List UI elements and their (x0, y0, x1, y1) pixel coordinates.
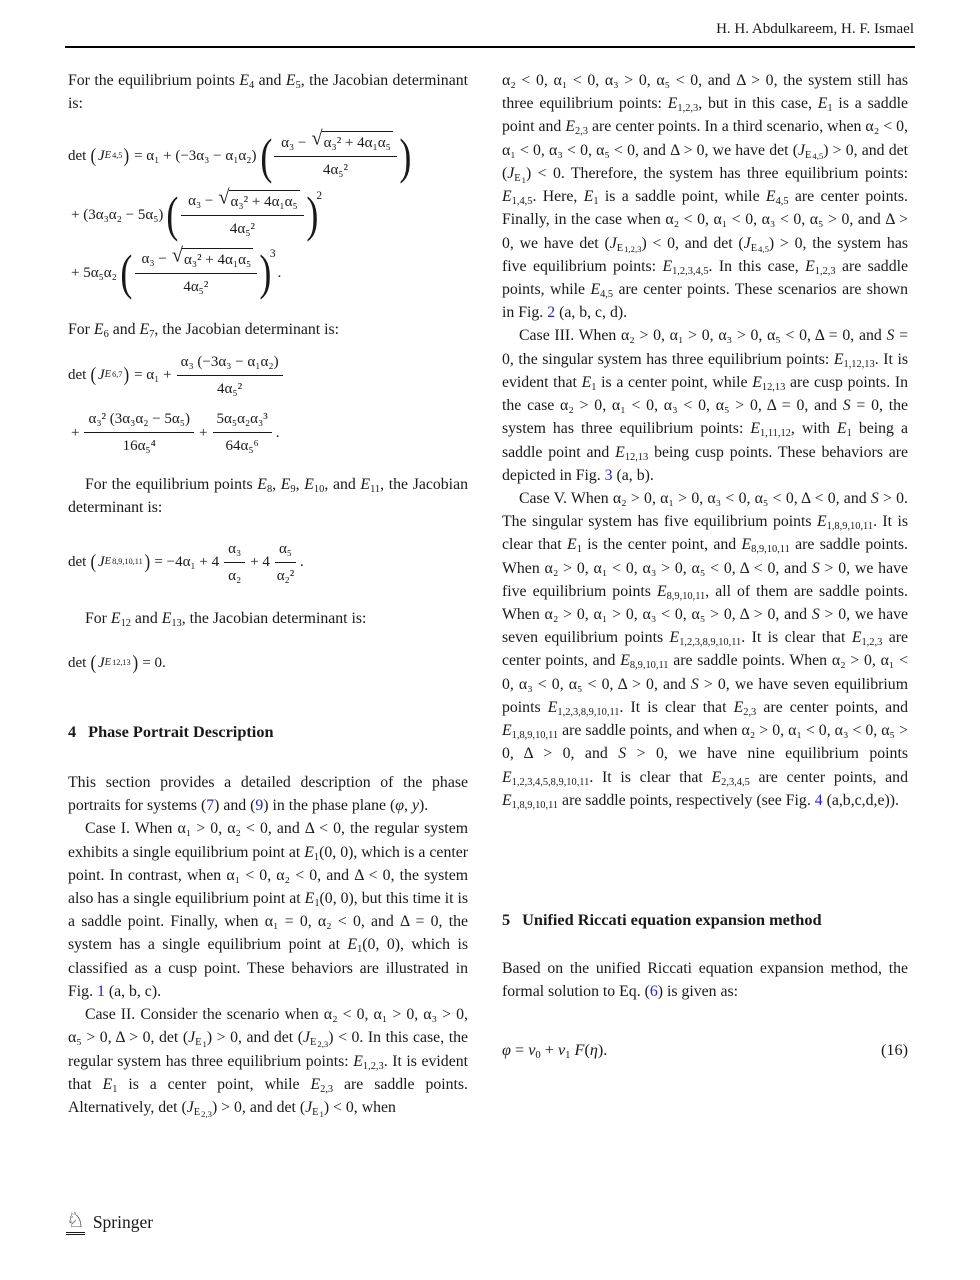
fraction (224, 538, 245, 587)
paren-icon: ) (123, 364, 130, 387)
fraction (275, 538, 296, 587)
fraction-numerator: α₃ (−3α₃ − α₁α₂) (177, 351, 283, 376)
paragraph-case3: Case III. When α₂ > 0, α₁ > 0, α₃ > 0, α₅ < 0, Δ = 0, and S = 0, the singular system has three equilibrium points: $E_{1,12,13}$. It is evident that $E_1$ is a center point, while $E_{12,13}$ are cusp points. In the case α₂ > 0, α₁ < 0, α₃ < 0, α₅ > 0, Δ = 0, and S = 0, the system has three equilibrium points: $E_{1,11,12}$, with $E_1$ being a saddle point and $E_{12,13}$ being cusp points. These behaviors are depicted in Fig. 3 (a, b). (502, 327, 909, 484)
publisher-name: Springer (92, 1212, 154, 1232)
equation-term: = 0. (142, 654, 166, 671)
big-paren-icon: ) (259, 244, 272, 301)
equation-term: = α₁ + (−3α₃ − α₁α₂) (134, 148, 257, 165)
det-operator: det (68, 148, 87, 165)
left-column (68, 69, 468, 1119)
equation-det-je67 (68, 351, 468, 457)
ref-link[interactable]: 4 (814, 791, 823, 809)
exponent: 2 (316, 189, 323, 202)
equation-term: = α₁ + (134, 367, 172, 384)
radicand: α₃² + 4α₁α₅ (182, 248, 253, 271)
fraction (274, 128, 397, 181)
section-title: Unified Riccati equation expansion method (522, 910, 822, 929)
right-column (502, 69, 908, 1063)
big-paren-icon: ( (120, 244, 133, 301)
equation-line: det ( J E 8,9,10,11 ) = −4α₁ + 4 $\frac{\text{α₃}}{\text{α₂}}$ + 4 $\frac{\text{α₅}}{\text{α₂²}}$ . (68, 538, 468, 587)
paren-icon: ( (90, 551, 97, 574)
paragraph-e8-intro: For the equilibrium points $E_8$, $E_9$, $E_{10}$, and $E_{11}$, the Jacobian determinant is: (68, 476, 468, 517)
ref-link[interactable]: 7 (206, 797, 215, 815)
section-number: 5 (502, 910, 511, 929)
ref-link[interactable]: 2 (547, 304, 556, 322)
subscript-E: E (104, 369, 112, 381)
paragraph-case5: Case V. When α₂ > 0, α₁ > 0, α₃ < 0, α₅ < 0, Δ < 0, and S > 0. The singular system has five equilibrium points $E_{1,8,9,10,11}$. It is clear that $E_1$ is the center point, and $E_{8,9,10,11}$ are saddle points. When α₂ > 0, α₁ < 0, α₃ > 0, α₅ < 0, Δ < 0, and S > 0, we have five equilibrium points $E_{8,9,10,11}$, all of them are saddle points. When α₂ > 0, α₁ > 0, α₃ < 0, α₅ > 0, Δ > 0, and S > 0, we have seven equilibrium points $E_{1,2,3,8,9,10,11}$. It is clear that $E_{1,2,3}$ are center points, and $E_{8,9,10,11}$ are saddle points. When α₂ > 0, α₁ < 0, α₃ < 0, α₅ < 0, Δ > 0, and S > 0, we have seven equilibrium points $E_{1,2,3,8,9,10,11}$. It is clear that $E_{2,3}$ are center points, and $E_{1,8,9,10,11}$ are saddle points, and when α₂ > 0, α₁ < 0, α₃ < 0, α₅ > 0, Δ > 0, and S > 0, we have nine equilibrium points $E_{1,2,3,4,5,8,9,10,11}$. It is clear that $E_{2,3,4,5}$ are center points, and $E_{1,8,9,10,11}$ are saddle points, respectively (see Fig. 4 (a,b,c,d,e)). (502, 489, 909, 811)
fraction-denominator: 4α₅² (217, 380, 243, 397)
det-operator: det (68, 367, 87, 384)
paragraph-phase-overview: This section provides a detailed description of the phase portraits for systems (7) and (9) in the phase plane (φ, y). (68, 773, 468, 815)
equation-line: det ( J E 12,13 ) = 0. (68, 651, 166, 674)
fraction-denominator: α₂² (276, 567, 295, 584)
running-head-authors: H. H. Abdulkareem, H. F. Ismael (716, 21, 914, 37)
fraction (213, 408, 272, 457)
fraction-numerator: 5α₅α₂α₃³ (213, 408, 272, 433)
subscript-E: E (104, 556, 112, 568)
plus-operator: + (199, 424, 208, 441)
fraction-numerator: α₃² (3α₃α₂ − 5α₅) (84, 408, 194, 433)
equation-line (68, 186, 468, 243)
paren-icon: ( (90, 364, 97, 387)
ref-link[interactable]: 9 (255, 797, 264, 815)
ref-link[interactable]: 6 (649, 983, 658, 1001)
sqrt-radical (311, 128, 392, 154)
fraction (84, 408, 194, 457)
header-rule (65, 46, 915, 48)
equation-term: + (3α₃α₂ − 5α₅) (71, 206, 164, 223)
ref-link[interactable]: 3 (604, 466, 613, 484)
paren-icon: ) (144, 551, 150, 574)
paren-icon: ( (90, 651, 97, 674)
paragraph-case1: Case I. When α₁ > 0, α₂ < 0, and Δ < 0, the regular system exhibits a single equilibrium point at $E_1(0$, 0), which is a center point. In contrast, when α₁ < 0, α₂ < 0, and Δ < 0, the system also has a single equilibrium point at $E_1(0$, 0), but this time it is a saddle point. Finally, when α₁ = 0, α₂ < 0, and Δ = 0, the system has a single equilibrium point at $E_1(0$, 0), which is classified as a cusp point. These behaviors are illustrated in Fig. 1 (a, b, c). (68, 820, 469, 1000)
radicand: α₃² + 4α₁α₅ (322, 131, 393, 154)
big-paren-icon: ( (166, 186, 179, 243)
fraction (181, 186, 304, 240)
equation-line: det ( J E 6,7 ) = α₁ + $\frac{\text{α₃ (−3α₃ − α₁α₂)}}{\text{4α₅²}}$ (68, 351, 468, 400)
jacobian-symbol: J (98, 148, 105, 165)
fraction-numerator: α₃ − (281, 134, 307, 151)
big-paren-icon: ) (399, 128, 412, 185)
sqrt-radical (218, 186, 299, 213)
ref-link[interactable]: 1 (96, 982, 105, 1000)
fraction-denominator: 64α₅⁶ (225, 438, 259, 455)
radicand: α₃² + 4α₁α₅ (229, 190, 300, 213)
equation-det-je45 (68, 128, 468, 301)
plus-operator: + 4 (250, 554, 270, 571)
section-number: 4 (68, 721, 77, 741)
fraction (177, 351, 283, 400)
fraction-denominator: 4α₅² (229, 220, 255, 237)
radical-icon: √ (218, 186, 230, 209)
paragraph-case2: Case II. Consider the scenario when α₂ < 0, α₁ > 0, α₃ > 0, α₅ > 0, Δ > 0, $\det (J_{E1}) > 0$, and $\det (J_{E2,3}) < 0$. In this case, the regular system has three equilibrium points: $E_{1,2,3}$. It is evident that $E_1$ is a center point, while $E_{2,3}$ are saddle points. Alternatively, $\det (J_{E2,3}) > 0$, and $\det (J_{E1}) < 0$, when (68, 1006, 469, 1119)
equation-det-je891011 (68, 538, 468, 587)
subscript-E: E (104, 150, 112, 162)
sqrt-radical (171, 244, 253, 271)
end-dot: . (300, 554, 304, 571)
paren-icon: ( (90, 145, 97, 168)
radical-icon: √ (311, 128, 323, 151)
equation-line (68, 244, 468, 301)
equation-term: + 5α₅α₂ (71, 264, 117, 281)
det-operator: det (68, 554, 87, 571)
springer-knight-logo-icon: ♘ (66, 1210, 85, 1235)
end-dot: . (275, 424, 280, 441)
fraction-numerator: α₃ (224, 538, 245, 563)
equation-term: = −4α₁ + 4 (154, 554, 220, 571)
equation-16-body: $\varphi = v_0 + v_1$ F(η). (502, 1041, 608, 1062)
det-operator: det (68, 654, 87, 671)
subscript-E: E (104, 656, 112, 668)
section-heading-4 (68, 720, 468, 744)
fraction-denominator: 4α₅² (322, 162, 349, 179)
radical-icon: √ (171, 244, 183, 267)
equation-det-je1213 (68, 652, 468, 674)
fraction-numerator: α₅ (275, 538, 296, 563)
jacobian-symbol: J (98, 367, 105, 384)
section-heading-5 (502, 908, 908, 932)
big-paren-icon: ( (259, 128, 272, 185)
paragraph-riccati-intro: Based on the unified Riccati equation expansion method, the formal solution to Eq. (6) is given as: (502, 959, 908, 1001)
paren-icon: ) (123, 145, 130, 168)
fraction-denominator: 4α₅² (183, 278, 209, 295)
paragraph-e12-intro: For $E_{12}$ and $E_{13}$, the Jacobian determinant is: (85, 609, 367, 629)
jacobian-symbol: J (98, 654, 105, 671)
section-title: Phase Portrait Description (88, 721, 274, 741)
jacobian-symbol: J (98, 554, 105, 571)
big-paren-icon: ) (306, 186, 319, 243)
paragraph-e67-intro: For $E_6$ and $E_7$, the Jacobian determinant is: (68, 320, 340, 340)
paragraph-e45-intro: For the equilibrium points $E_4$ and $E_5$, the Jacobian determinant is: (68, 72, 468, 113)
equation-line: det ( J E 4,5 ) = α₁ + (−3α₃ − α₁α₂) ( α₃ − √ α₃² + 4α₁α₅ 4α₅² ) (68, 128, 412, 185)
equation-line (68, 408, 468, 457)
fraction (135, 244, 258, 298)
plus-operator: + (71, 424, 80, 441)
equation-number: (16) (881, 1041, 908, 1060)
end-dot: . (277, 264, 282, 281)
fraction-denominator: 16α₅⁴ (122, 438, 156, 455)
fraction-numerator: α₃ − (141, 251, 167, 268)
paren-icon: ) (132, 651, 138, 674)
equation-16 (502, 1039, 908, 1063)
fraction-numerator: α₃ − (188, 193, 214, 210)
fraction-denominator: α₂ (228, 567, 242, 584)
paragraph-case2-continued: α₂ < 0, α₁ < 0, α₃ > 0, α₅ < 0, and Δ > 0, the system still has three equilibrium points: $E_{1,2,3}$, but in this case, $E_1$ is a saddle point and $E_{2,3}$ are center points. In a third scenario, when α₂ < 0, α₁ < 0, α₃ < 0, α₅ < 0, and Δ > 0, we have $\det (J_{E4,5}) > 0$, and $\det (J_{E1}) < 0$. Therefore, the system has three equilibrium points: $E_{1,4,5}$. Here, $E_1$ is a saddle point, while $E_{4,5}$ are center points. Finally, in the case when α₂ < 0, α₁ < 0, α₃ < 0, α₅ > 0, and Δ > 0, we have $\det (J_{E1,2,3}) < 0$, and $\det (J_{E4,5}) > 0$, the system has five equilibrium points: $E_{1,2,3,4,5}$. In this case, $E_{1,2,3}$ are saddle points, while $E_{4,5}$ are center points. These scenarios are shown in Fig. 2 (a, b, c, d). (502, 72, 908, 322)
exponent: 3 (269, 247, 276, 260)
springer-footer (66, 1210, 153, 1235)
